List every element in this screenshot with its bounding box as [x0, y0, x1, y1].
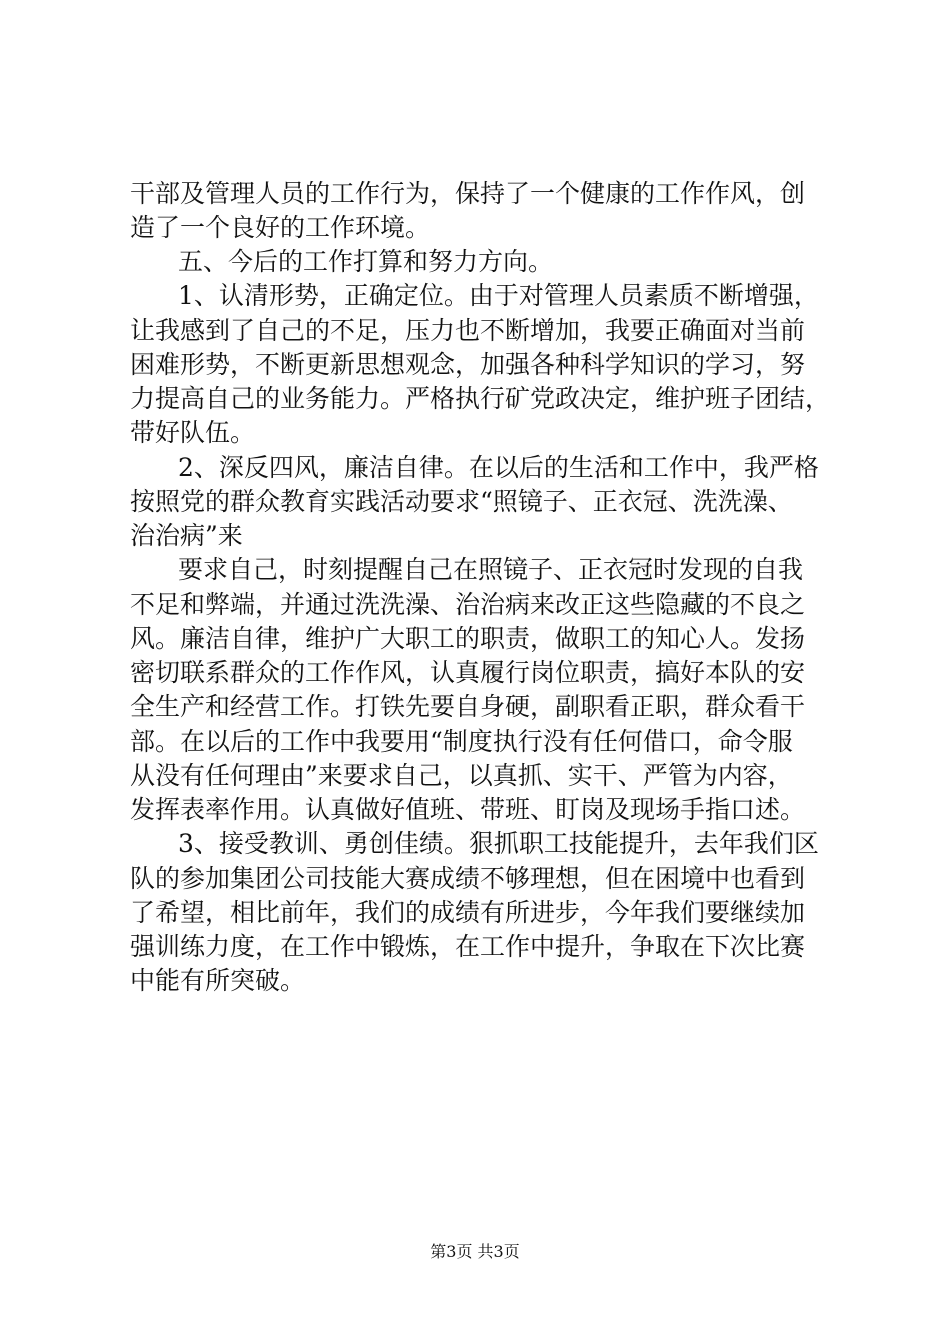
text-line: 造了一个良好的工作环境。 [130, 213, 431, 242]
text-line: 要求自己，时刻提醒自己在照镜子、正衣冠时发现的自我 [178, 555, 804, 584]
text-line: 按照党的群众教育实践活动要求“照镜子、正衣冠、洗洗澡、 [130, 487, 793, 516]
text-line: 强训练力度，在工作中锻炼，在工作中提升，争取在下次比赛 [130, 932, 806, 961]
text-line: 2、深反四风，廉洁自律。在以后的生活和工作中，我严格 [178, 453, 819, 482]
section-heading: 五、今后的工作打算和努力方向。 [178, 247, 554, 276]
text-line: 密切联系群众的工作作风，认真履行岗位职责，搞好本队的安 [130, 658, 806, 687]
text-line: 发挥表率作用。认真做好值班、带班、盯岗及现场手指口述。 [130, 795, 806, 824]
text-line: 中能有所突破。 [130, 966, 306, 995]
text-line: 了希望，相比前年，我们的成绩有所进步，今年我们要继续加 [130, 898, 806, 927]
text-line: 干部及管理人员的工作行为，保持了一个健康的工作作风，创 [130, 179, 806, 208]
text-line: 部。在以后的工作中我要用“制度执行没有任何借口，命令服 [130, 727, 793, 756]
text-line: 3、接受教训、勇创佳绩。狠抓职工技能提升，去年我们区 [178, 829, 819, 858]
text-line: 风。廉洁自律，维护广大职工的职责，做职工的知心人。发扬 [130, 624, 806, 653]
text-line: 带好队伍。 [130, 418, 256, 447]
text-line: 力提高自己的业务能力。严格执行矿党政决定，维护班子团结， [130, 384, 831, 413]
text-line: 从没有任何理由”来要求自己，以真抓、实干、严管为内容， [130, 761, 793, 790]
text-line: 困难形势，不断更新思想观念，加强各种科学知识的学习，努 [130, 350, 806, 379]
page-number-footer: 第3页 共3页 [430, 1242, 520, 1261]
text-line: 全生产和经营工作。打铁先要自身硬，副职看正职，群众看干 [130, 692, 806, 721]
text-line: 队的参加集团公司技能大赛成绩不够理想，但在困境中也看到 [130, 864, 806, 893]
text-line: 治治病”来 [130, 521, 243, 550]
text-line: 1、认清形势，正确定位。由于对管理人员素质不断增强， [178, 281, 819, 310]
text-line: 让我感到了自己的不足，压力也不断增加，我要正确面对当前 [130, 316, 806, 345]
text-line: 不足和弊端，并通过洗洗澡、治治病来改正这些隐藏的不良之 [130, 590, 806, 619]
